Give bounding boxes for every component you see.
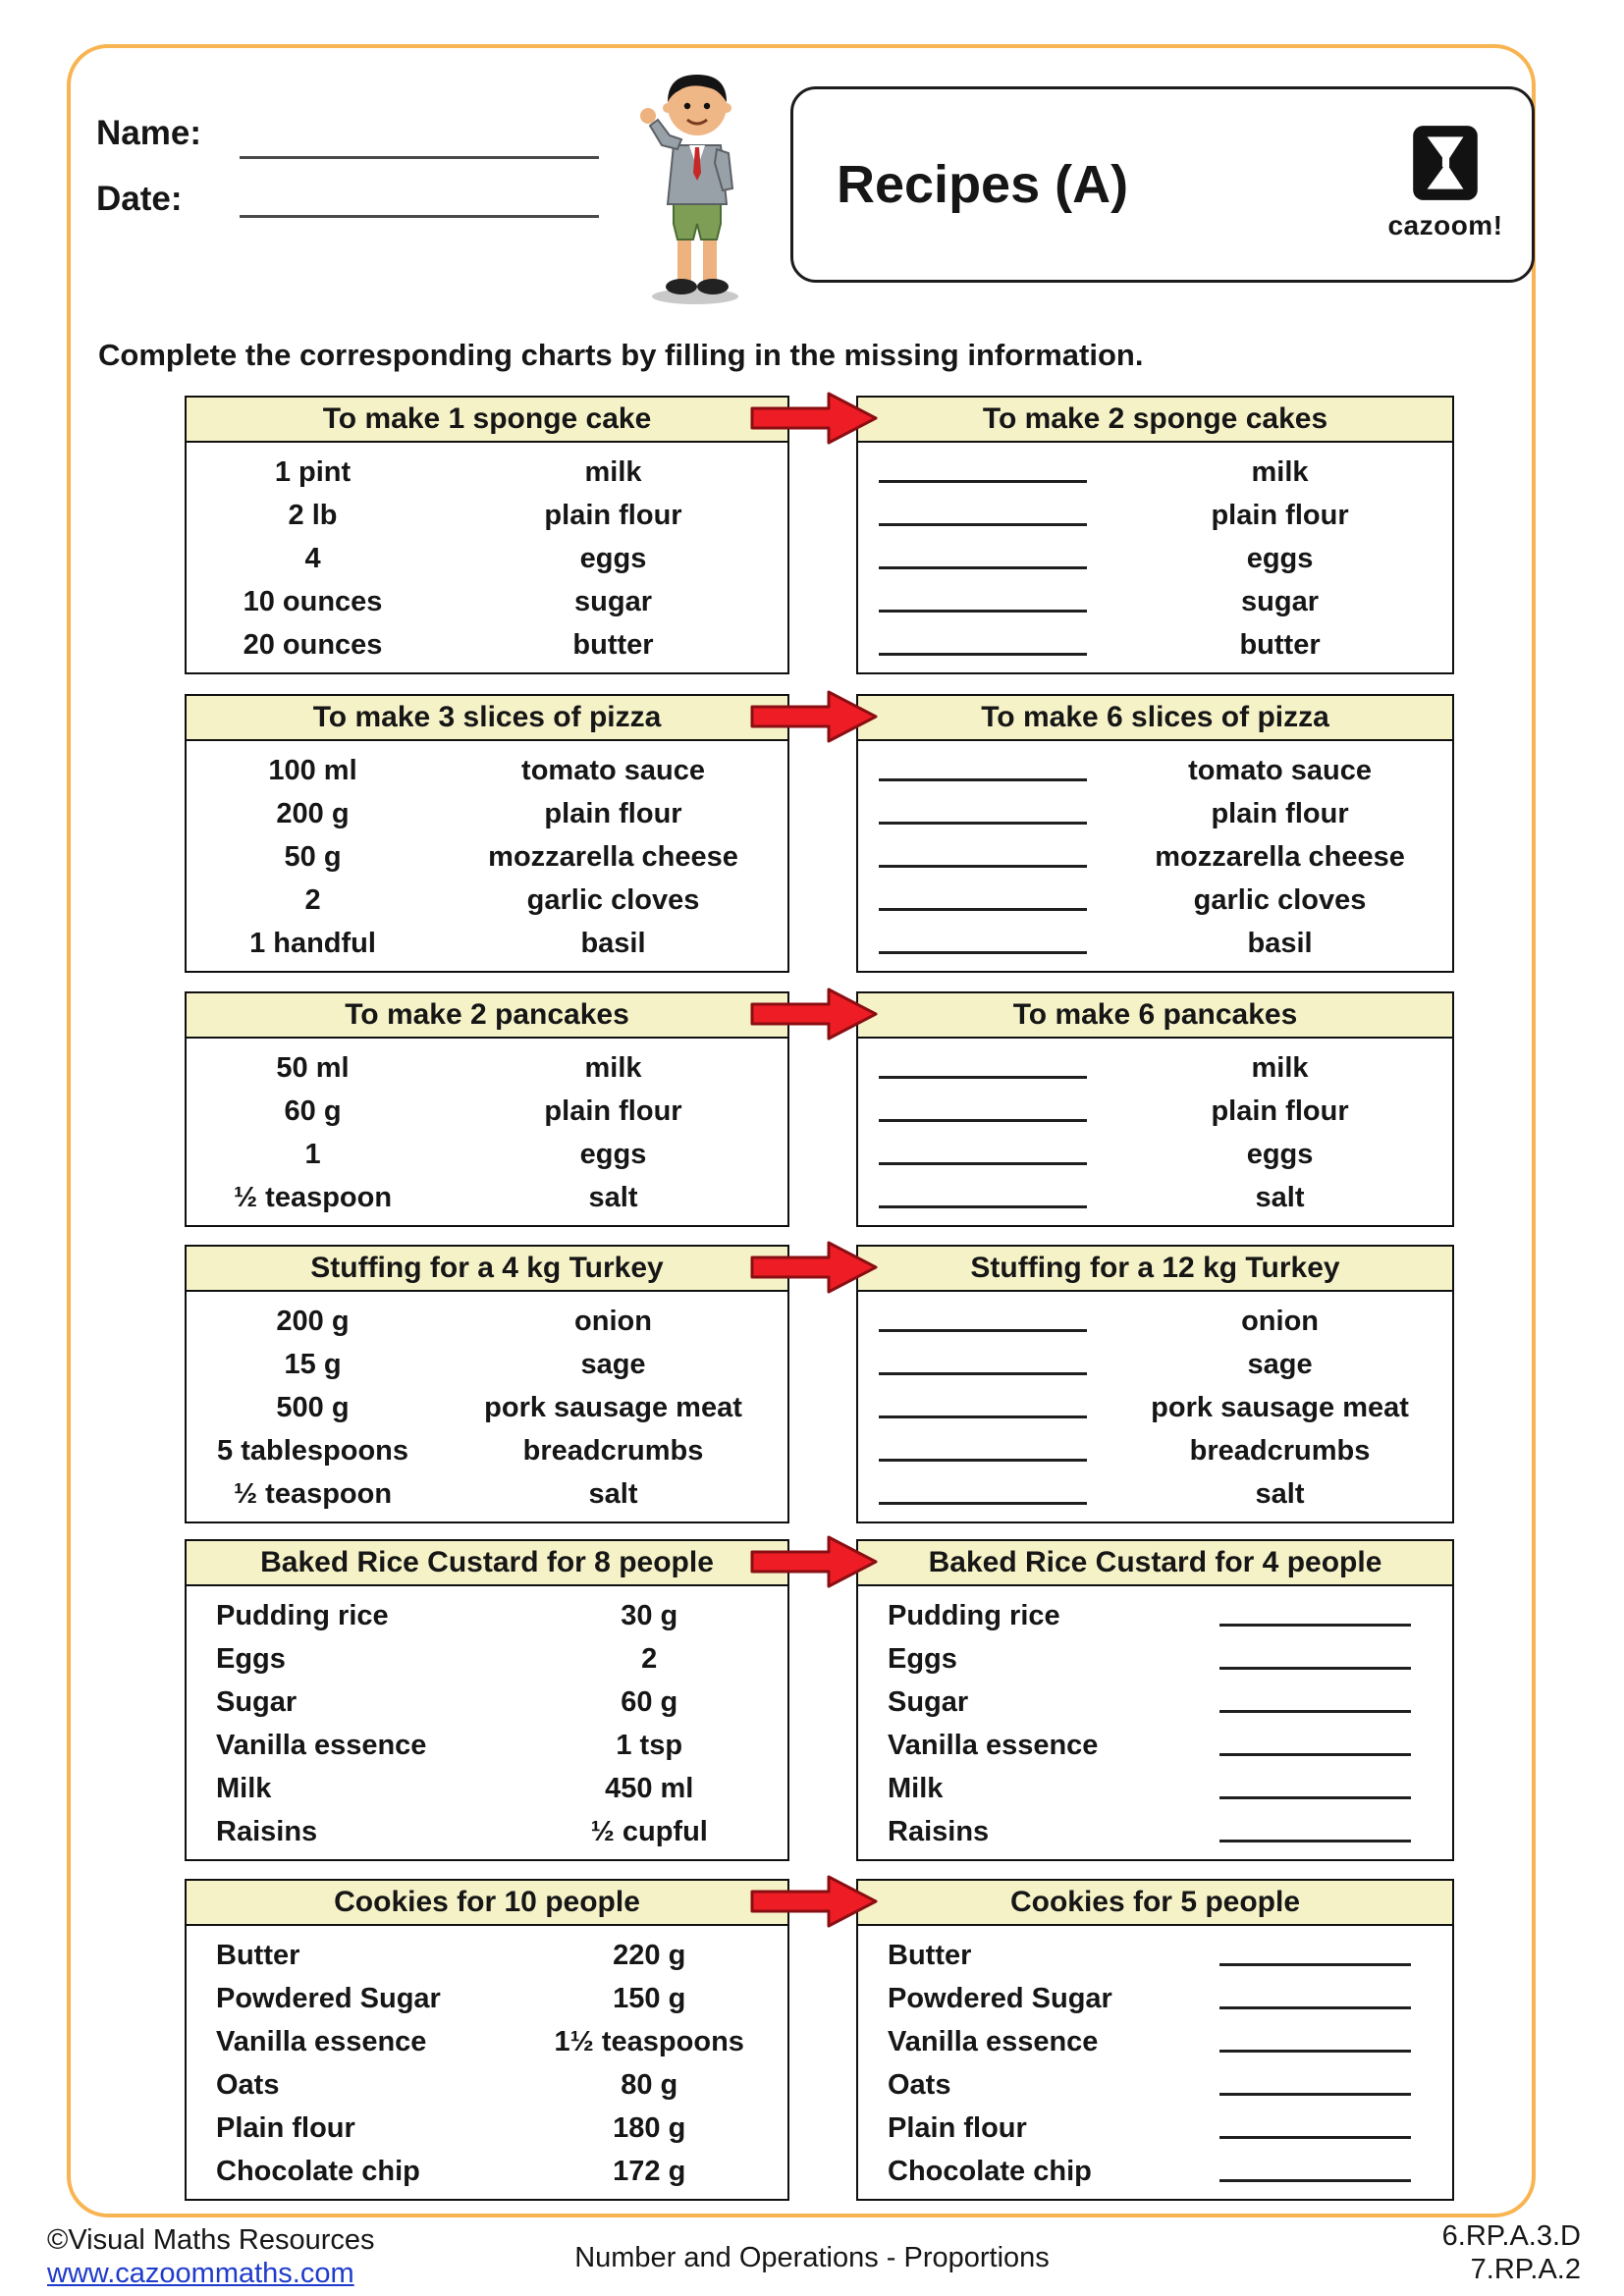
ingredient-label: Oats	[888, 2069, 951, 2101]
amount-label: 500 g	[276, 1392, 350, 1423]
recipe-row	[187, 1724, 787, 1767]
recipe-row	[187, 1637, 787, 1681]
answer-blank[interactable]	[1219, 1637, 1411, 1670]
recipe-chart-source	[185, 694, 789, 973]
arrow-right-icon	[750, 688, 880, 745]
blank-cell	[1179, 2063, 1452, 2107]
ingredient-label: milk	[1251, 456, 1309, 488]
blank-cell	[858, 1046, 1108, 1090]
recipe-row	[187, 1300, 787, 1343]
ingredient-label: sage	[580, 1349, 646, 1380]
ingredient-label: milk	[584, 456, 642, 488]
ingredient-label: Plain flour	[888, 2112, 1027, 2144]
amount-label: 1 pint	[274, 456, 352, 488]
name-line[interactable]	[240, 156, 599, 159]
ingredient-label: plain flour	[544, 500, 682, 531]
recipe-row	[187, 2063, 787, 2107]
ingredient-label: Raisins	[216, 1816, 318, 1847]
answer-blank[interactable]	[879, 792, 1087, 825]
recipe-row	[187, 1767, 787, 1810]
recipe-row	[187, 749, 787, 792]
blank-cell	[858, 1133, 1108, 1176]
amount-label: 50 ml	[276, 1052, 350, 1084]
cazoom-logo-text: cazoom!	[1387, 210, 1503, 240]
arrow-right-icon	[750, 1239, 880, 1296]
ingredient-label: Plain flour	[216, 2112, 355, 2144]
answer-blank[interactable]	[879, 451, 1087, 483]
ingredient-label: Chocolate chip	[888, 2156, 1092, 2187]
recipe-chart-source	[185, 1879, 789, 2201]
blank-cell	[858, 1472, 1108, 1516]
chart-body	[187, 1926, 787, 2199]
blank-cell	[858, 580, 1108, 623]
ingredient-label: salt	[588, 1182, 638, 1213]
website-link[interactable]: www.cazoommaths.com	[47, 2258, 354, 2289]
answer-blank[interactable]	[879, 1343, 1087, 1375]
recipe-row	[858, 879, 1452, 922]
answer-blank[interactable]	[1219, 1681, 1411, 1713]
recipe-row	[858, 1637, 1452, 1681]
amount-label: 80 g	[621, 2069, 678, 2101]
ingredient-label: plain flour	[544, 1095, 682, 1127]
chart-title: To make 6 pancakes	[858, 993, 1452, 1039]
amount-label: ½ cupful	[590, 1816, 708, 1847]
recipe-row	[858, 1594, 1452, 1637]
ingredient-label: milk	[1251, 1052, 1309, 1084]
chart-body	[858, 443, 1452, 672]
recipe-row	[187, 451, 787, 494]
arrow-right-icon	[750, 1873, 880, 1930]
chart-body	[858, 1039, 1452, 1225]
blank-cell	[1179, 2107, 1452, 2150]
ingredient-label: eggs	[1246, 543, 1314, 574]
chart-title: Cookies for 5 people	[858, 1881, 1452, 1926]
recipe-row	[858, 792, 1452, 835]
ingredient-label: plain flour	[1211, 1095, 1349, 1127]
chart-title: Stuffing for a 4 kg Turkey	[187, 1247, 787, 1292]
amount-label: ½ teaspoon	[233, 1478, 393, 1510]
recipe-chart-source	[185, 1539, 789, 1861]
amount-label: 5 tablespoons	[217, 1435, 409, 1467]
amount-label: 4	[304, 543, 321, 574]
ingredient-label: Vanilla essence	[888, 2026, 1099, 2057]
recipe-row	[858, 1810, 1452, 1853]
chart-body	[187, 1039, 787, 1225]
standard-code-1: 6.RP.A.3.D	[1441, 2220, 1581, 2252]
amount-label: 1	[304, 1139, 321, 1170]
blank-cell	[858, 1090, 1108, 1133]
cazoom-logo-icon	[1410, 123, 1481, 203]
answer-blank[interactable]	[1219, 1934, 1411, 1966]
blank-cell	[858, 835, 1108, 879]
recipe-row	[187, 879, 787, 922]
blank-cell	[1179, 1681, 1452, 1724]
answer-blank[interactable]	[1219, 2150, 1411, 2182]
ingredient-label: onion	[1241, 1306, 1319, 1337]
recipe-row	[858, 835, 1452, 879]
blank-cell	[858, 792, 1108, 835]
recipe-row	[858, 494, 1452, 537]
ingredient-label: Sugar	[216, 1686, 298, 1718]
answer-blank[interactable]	[879, 1429, 1087, 1462]
answer-blank[interactable]	[879, 1472, 1087, 1505]
answer-blank[interactable]	[879, 623, 1087, 656]
recipe-row	[187, 1977, 787, 2020]
chart-title: To make 6 slices of pizza	[858, 696, 1452, 741]
recipe-row	[187, 2150, 787, 2193]
amount-label: 100 ml	[268, 755, 357, 786]
answer-blank[interactable]	[879, 1133, 1087, 1165]
recipe-row	[187, 835, 787, 879]
ingredient-label: Butter	[888, 1940, 972, 1971]
recipe-row	[858, 1176, 1452, 1219]
chart-body	[858, 1926, 1452, 2199]
recipe-chart-source	[185, 396, 789, 674]
arrow-right-icon	[750, 986, 880, 1042]
recipe-row	[187, 1046, 787, 1090]
amount-label: 30 g	[621, 1600, 678, 1631]
ingredient-label: sage	[1247, 1349, 1313, 1380]
recipe-row	[187, 494, 787, 537]
recipe-row	[858, 1343, 1452, 1386]
recipe-row	[858, 1977, 1452, 2020]
amount-label: 1 tsp	[616, 1730, 683, 1761]
recipe-row	[187, 1133, 787, 1176]
recipe-row	[187, 2107, 787, 2150]
blank-cell	[1179, 1594, 1452, 1637]
ingredient-label: Chocolate chip	[216, 2156, 420, 2187]
blank-cell	[858, 922, 1108, 965]
chart-title: To make 2 pancakes	[187, 993, 787, 1039]
recipe-chart-target	[856, 396, 1454, 674]
answer-blank[interactable]	[879, 494, 1087, 526]
amount-label: 180 g	[613, 2112, 686, 2144]
ingredient-label: mozzarella cheese	[1155, 841, 1405, 873]
ingredient-label: basil	[1247, 928, 1313, 959]
answer-blank[interactable]	[1219, 2107, 1411, 2139]
ingredient-label: Eggs	[216, 1643, 286, 1675]
blank-cell	[858, 494, 1108, 537]
recipe-row	[858, 1429, 1452, 1472]
chart-title: Cookies for 10 people	[187, 1881, 787, 1926]
chart-body	[858, 1292, 1452, 1522]
ingredient-label: salt	[1255, 1478, 1305, 1510]
ingredient-label: butter	[572, 629, 654, 661]
chart-title: Stuffing for a 12 kg Turkey	[858, 1247, 1452, 1292]
answer-blank[interactable]	[879, 1386, 1087, 1418]
chart-body	[187, 1586, 787, 1859]
answer-blank[interactable]	[879, 1176, 1087, 1208]
amount-label: 200 g	[276, 1306, 350, 1337]
name-label: Name:	[96, 114, 201, 152]
ingredient-label: plain flour	[1211, 500, 1349, 531]
amount-label: 2	[304, 884, 321, 916]
recipe-row	[858, 1046, 1452, 1090]
blank-cell	[858, 537, 1108, 580]
blank-cell	[858, 623, 1108, 667]
recipe-row	[858, 922, 1452, 965]
answer-blank[interactable]	[879, 1090, 1087, 1122]
recipe-row	[187, 537, 787, 580]
recipe-row	[187, 2020, 787, 2063]
ingredient-label: basil	[580, 928, 646, 959]
recipe-row	[858, 2063, 1452, 2107]
instruction-text: Complete the corresponding charts by filling in the missing information.	[98, 338, 1144, 372]
amount-label: 200 g	[276, 798, 350, 829]
chart-title: To make 1 sponge cake	[187, 398, 787, 443]
ingredient-label: salt	[588, 1478, 638, 1510]
recipe-row	[858, 1133, 1452, 1176]
chart-body	[187, 741, 787, 971]
recipe-chart-target	[856, 1879, 1454, 2201]
answer-blank[interactable]	[879, 922, 1087, 954]
ingredient-label: breadcrumbs	[1189, 1435, 1371, 1467]
amount-label: 20 ounces	[243, 629, 383, 661]
answer-blank[interactable]	[879, 835, 1087, 868]
date-line[interactable]	[240, 215, 599, 218]
recipe-row	[858, 1090, 1452, 1133]
recipe-row	[858, 1681, 1452, 1724]
answer-blank[interactable]	[1219, 2063, 1411, 2096]
recipe-row	[187, 1810, 787, 1853]
answer-blank[interactable]	[879, 1046, 1087, 1079]
chart-title: Baked Rice Custard for 8 people	[187, 1541, 787, 1586]
ingredient-label: butter	[1239, 629, 1321, 661]
ingredient-label: Milk	[888, 1773, 944, 1804]
blank-cell	[858, 1176, 1108, 1219]
student-illustration	[630, 55, 764, 306]
blank-cell	[1179, 1637, 1452, 1681]
amount-label: 220 g	[613, 1940, 686, 1971]
amount-label: 50 g	[284, 841, 342, 873]
recipe-row	[187, 1386, 787, 1429]
amount-label: 1½ teaspoons	[554, 2026, 744, 2057]
recipe-row	[187, 1472, 787, 1516]
arrow-right-icon	[750, 1533, 880, 1590]
recipe-row	[187, 1176, 787, 1219]
ingredient-label: eggs	[579, 543, 647, 574]
ingredient-label: tomato sauce	[521, 755, 705, 786]
blank-cell	[858, 879, 1108, 922]
answer-blank[interactable]	[879, 879, 1087, 911]
blank-cell	[858, 749, 1108, 792]
recipe-row	[858, 1472, 1452, 1516]
ingredient-label: onion	[574, 1306, 652, 1337]
ingredient-label: plain flour	[1211, 798, 1349, 829]
answer-blank[interactable]	[1219, 2020, 1411, 2053]
recipe-row	[858, 451, 1452, 494]
ingredient-label: Butter	[216, 1940, 300, 1971]
ingredient-label: Powdered Sugar	[888, 1983, 1112, 2014]
ingredient-label: breadcrumbs	[522, 1435, 704, 1467]
blank-cell	[1179, 1934, 1452, 1977]
recipe-row	[187, 1681, 787, 1724]
chart-title: To make 2 sponge cakes	[858, 398, 1452, 443]
recipe-row	[858, 749, 1452, 792]
answer-blank[interactable]	[879, 580, 1087, 613]
blank-cell	[1179, 1767, 1452, 1810]
recipe-row	[858, 1724, 1452, 1767]
recipe-row	[858, 1300, 1452, 1343]
chart-body	[187, 1292, 787, 1522]
answer-blank[interactable]	[1219, 1767, 1411, 1799]
answer-blank[interactable]	[1219, 1594, 1411, 1627]
date-label: Date:	[96, 180, 183, 218]
recipe-chart-target	[856, 694, 1454, 973]
ingredient-label: tomato sauce	[1188, 755, 1373, 786]
arrow-right-icon	[750, 390, 880, 447]
cazoom-logo	[1386, 123, 1504, 241]
amount-label: 150 g	[613, 1983, 686, 2014]
blank-cell	[1179, 1810, 1452, 1853]
recipe-row	[187, 1429, 787, 1472]
recipe-row	[187, 922, 787, 965]
recipe-row	[858, 1934, 1452, 1977]
recipe-row	[858, 537, 1452, 580]
amount-label: 1 handful	[249, 928, 376, 959]
blank-cell	[1179, 2020, 1452, 2063]
amount-label: 60 g	[284, 1095, 342, 1127]
ingredient-label: Milk	[216, 1773, 272, 1804]
ingredient-label: eggs	[579, 1139, 647, 1170]
ingredient-label: Vanilla essence	[216, 2026, 427, 2057]
blank-cell	[858, 1343, 1108, 1386]
ingredient-label: Vanilla essence	[888, 1730, 1099, 1761]
recipe-row	[858, 1386, 1452, 1429]
amount-label: 2 lb	[288, 500, 338, 531]
chart-body	[858, 1586, 1452, 1859]
answer-blank[interactable]	[879, 537, 1087, 569]
answer-blank[interactable]	[1219, 1810, 1411, 1842]
ingredient-label: Raisins	[888, 1816, 990, 1847]
chart-title: To make 3 slices of pizza	[187, 696, 787, 741]
recipe-row	[187, 623, 787, 667]
recipe-chart-target	[856, 1245, 1454, 1523]
ingredient-label: salt	[1255, 1182, 1305, 1213]
ingredient-label: milk	[584, 1052, 642, 1084]
recipe-row	[187, 792, 787, 835]
recipe-row	[858, 1767, 1452, 1810]
recipe-row	[187, 580, 787, 623]
blank-cell	[858, 1300, 1108, 1343]
answer-blank[interactable]	[879, 1300, 1087, 1332]
recipe-row	[858, 2107, 1452, 2150]
ingredient-label: sugar	[574, 586, 652, 617]
recipe-chart-source	[185, 1245, 789, 1523]
ingredient-label: Eggs	[888, 1643, 957, 1675]
recipe-row	[858, 2150, 1452, 2193]
standard-code-2: 7.RP.A.2	[1470, 2254, 1581, 2285]
ingredient-label: sugar	[1241, 586, 1320, 617]
amount-label: 172 g	[613, 2156, 686, 2187]
answer-blank[interactable]	[1219, 1724, 1411, 1756]
recipe-row	[187, 1343, 787, 1386]
page-title: Recipes (A)	[837, 155, 1129, 214]
recipe-row	[858, 623, 1452, 667]
recipe-chart-source	[185, 991, 789, 1227]
recipe-row	[858, 580, 1452, 623]
amount-label: 2	[641, 1643, 658, 1675]
answer-blank[interactable]	[879, 749, 1087, 781]
blank-cell	[858, 451, 1108, 494]
ingredient-label: garlic cloves	[526, 884, 700, 916]
amount-label: 450 ml	[605, 1773, 694, 1804]
title-box	[790, 86, 1535, 283]
chart-title: Baked Rice Custard for 4 people	[858, 1541, 1452, 1586]
recipe-row	[187, 1090, 787, 1133]
recipe-chart-target	[856, 1539, 1454, 1861]
ingredient-label: Powdered Sugar	[216, 1983, 441, 2014]
ingredient-label: Oats	[216, 2069, 280, 2101]
blank-cell	[1179, 2150, 1452, 2193]
amount-label: 15 g	[284, 1349, 342, 1380]
ingredient-label: Sugar	[888, 1686, 969, 1718]
blank-cell	[1179, 1977, 1452, 2020]
blank-cell	[1179, 1724, 1452, 1767]
ingredient-label: pork sausage meat	[1151, 1392, 1409, 1423]
blank-cell	[858, 1386, 1108, 1429]
recipe-chart-target	[856, 991, 1454, 1227]
chart-body	[858, 741, 1452, 971]
chart-body	[187, 443, 787, 672]
recipe-row	[858, 2020, 1452, 2063]
ingredient-label: plain flour	[544, 798, 682, 829]
answer-blank[interactable]	[1219, 1977, 1411, 2009]
footer-topic: Number and Operations - Proportions	[574, 2242, 1050, 2273]
ingredient-label: eggs	[1246, 1139, 1314, 1170]
recipe-row	[187, 1934, 787, 1977]
ingredient-label: mozzarella cheese	[488, 841, 738, 873]
ingredient-label: pork sausage meat	[484, 1392, 742, 1423]
ingredient-label: Vanilla essence	[216, 1730, 427, 1761]
amount-label: ½ teaspoon	[233, 1182, 393, 1213]
ingredient-label: garlic cloves	[1193, 884, 1367, 916]
blank-cell	[858, 1429, 1108, 1472]
ingredient-label: Pudding rice	[216, 1600, 389, 1631]
amount-label: 10 ounces	[243, 586, 383, 617]
amount-label: 60 g	[621, 1686, 678, 1718]
copyright-text: ©Visual Maths Resources	[47, 2224, 375, 2256]
ingredient-label: Pudding rice	[888, 1600, 1060, 1631]
recipe-row	[187, 1594, 787, 1637]
